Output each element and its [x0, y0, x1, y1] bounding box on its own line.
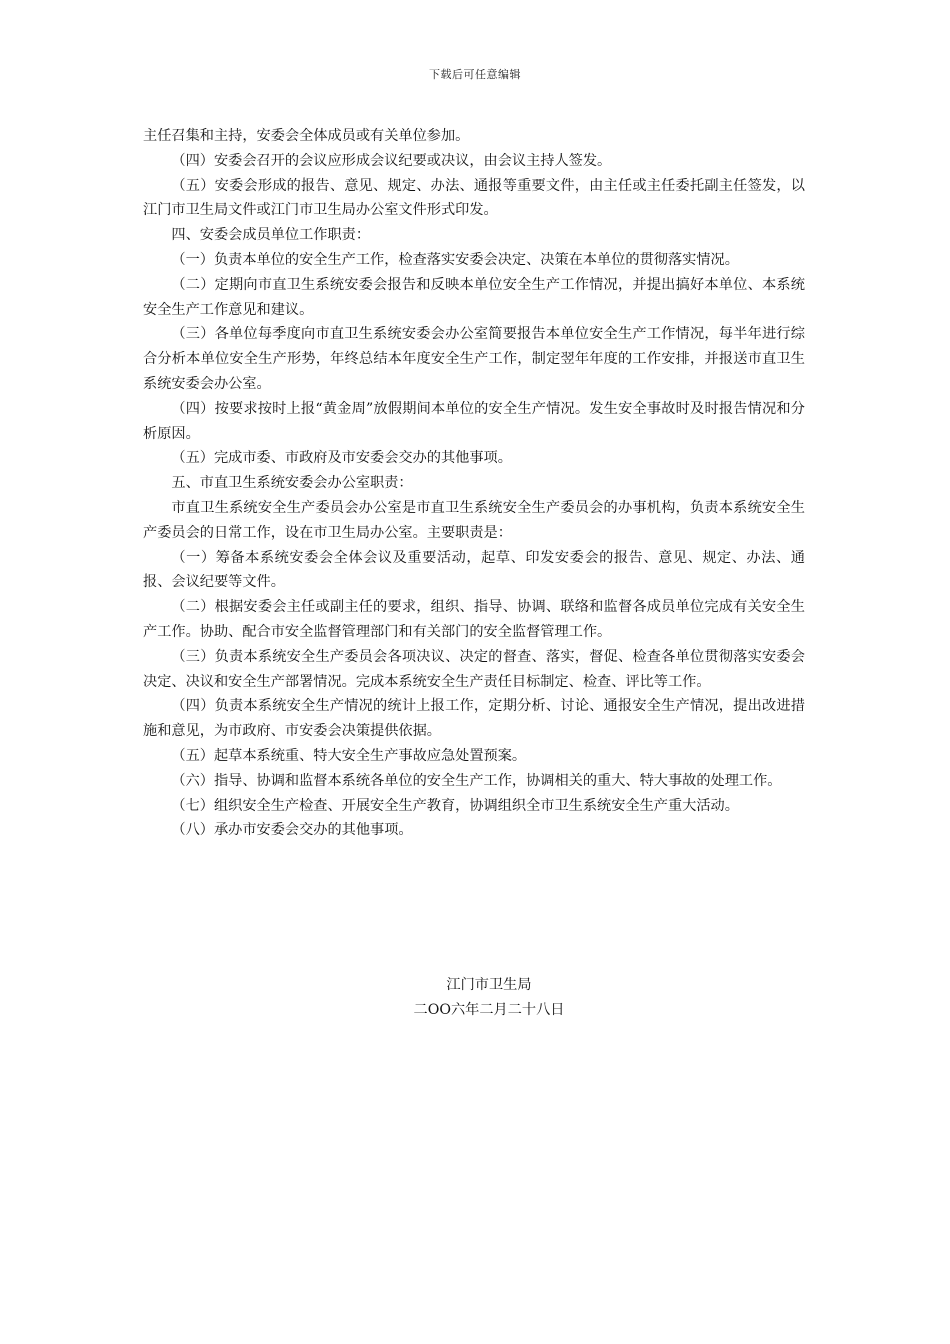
- section-heading: 五、市直卫生系统安委会办公室职责：: [171, 475, 413, 492]
- section-heading: 四、安委会成员单位工作职责：: [171, 227, 371, 244]
- paragraph: （三）负责本系统安全生产委员会各项决议、决定的督查、落实，督促、检查各单位贯彻落实安委会决定、决议和安全生产部署情况。完成本系统安全生产责任目标制定、检查、评比等工作。: [143, 648, 805, 690]
- signature-block: [143, 973, 805, 1023]
- page-header: 下载后可任意编辑: [429, 68, 521, 81]
- paragraph: （四）安委会召开的会议应形成会议纪要或决议，由会议主持人签发。: [171, 152, 612, 169]
- paragraph: （六）指导、协调和监督本系统各单位的安全生产工作，协调相关的重大、特大事故的处理工作。: [171, 772, 782, 789]
- paragraph: 主任召集和主持，安委会全体成员或有关单位参加。: [143, 128, 470, 144]
- paragraph: （三）各单位每季度向市直卫生系统安委会办公室简要报告本单位安全生产工作情况，每半年进行综合分析本单位安全生产形势，年终总结本年度安全生产工作，制定翌年年度的工作安排，并报送市直卫生系统安委会办公室。: [143, 326, 805, 392]
- paragraph: （四）按要求按时上报“黄金周”放假期间本单位的安全生产情况。发生安全事故时及时报告情况和分析原因。: [143, 400, 805, 442]
- paragraph: （二）定期向市直卫生系统安委会报告和反映本单位安全生产工作情况，并提出搞好本单位、本系统安全生产工作意见和建议。: [143, 276, 805, 318]
- paragraph: （五）安委会形成的报告、意见、规定、办法、通报等重要文件，由主任或主任委托副主任签发，以江门市卫生局文件或江门市卫生局办公室文件形式印发。: [143, 177, 805, 219]
- paragraph: 市直卫生系统安全生产委员会办公室是市直卫生系统安全生产委员会的办事机构，负责本系统安全生产委员会的日常工作，设在市卫生局办公室。主要职责是：: [143, 499, 805, 541]
- paragraph: （四）负责本系统安全生产情况的统计上报工作，定期分析、讨论、通报安全生产情况，提出改进措施和意见，为市政府、市安委会决策提供依据。: [143, 698, 805, 740]
- paragraph: （五）完成市委、市政府及市安委会交办的其他事项。: [171, 450, 512, 467]
- paragraph: （七）组织安全生产检查、开展安全生产教育，协调组织全市卫生系统安全生产重大活动。: [171, 797, 739, 814]
- paragraph: （八）承办市安委会交办的其他事项。: [171, 822, 413, 839]
- signature-organization: 江门市卫生局: [446, 977, 532, 993]
- document-body: [143, 124, 805, 843]
- paragraph: （五）起草本系统重、特大安全生产事故应急处置预案。: [171, 747, 527, 764]
- paragraph: （一）筹备本系统安委会全体会议及重要活动，起草、印发安委会的报告、意见、规定、办法、通报、会议纪要等文件。: [143, 549, 805, 591]
- paragraph: （一）负责本单位的安全生产工作，检查落实安委会决定、决策在本单位的贯彻落实情况。: [171, 251, 739, 268]
- paragraph: （二）根据安委会主任或副主任的要求，组织、指导、协调、联络和监督各成员单位完成有关安全生产工作。协助、配合市安全监督管理部门和有关部门的安全监督管理工作。: [143, 599, 805, 640]
- signature-date: 二OO六年二月二十八日: [413, 1001, 565, 1018]
